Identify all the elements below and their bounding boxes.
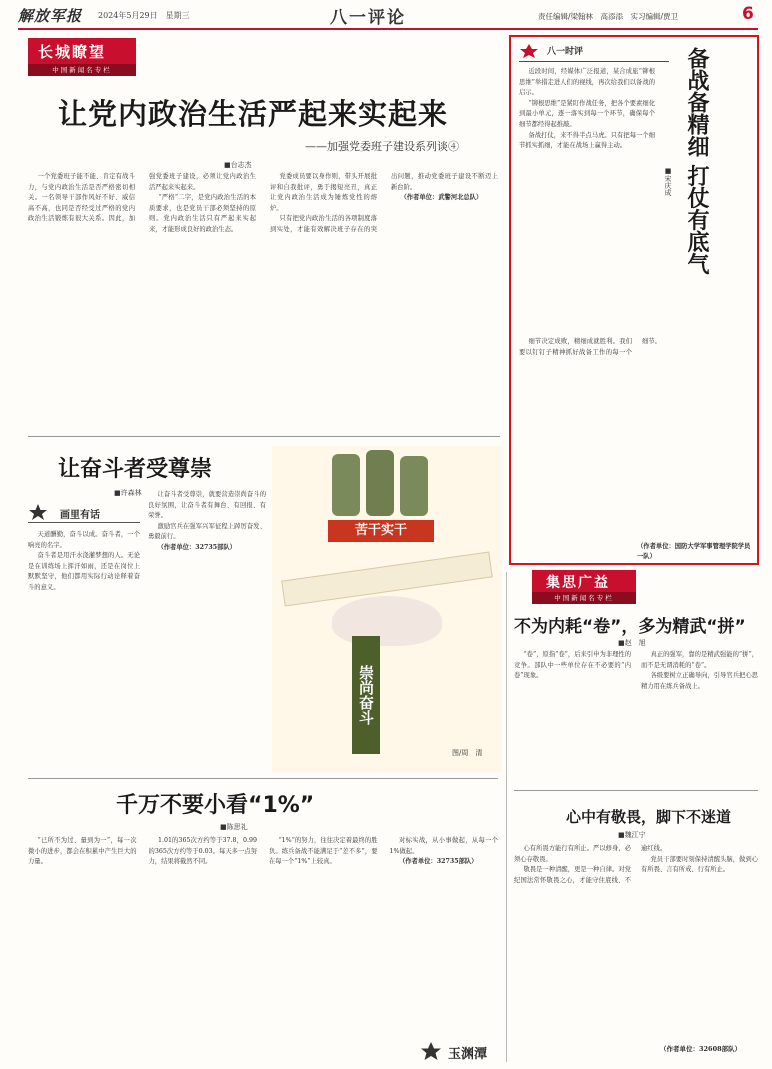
paragraph: 党委成员要以身作则，带头开展批评和自我批评，勇于揭短亮丑，真正让党内政治生活成为锤炼党性的熔炉。: [270, 173, 377, 212]
bajie-banner: 八一时评: [547, 47, 584, 57]
paragraph: 让奋斗者受尊崇，就要营造崇尚奋斗的良好氛围，让奋斗者有舞台、有回报、有荣誉。: [148, 491, 266, 520]
masthead: [0, 0, 772, 30]
bajie-shiping-box: [509, 35, 759, 565]
changcheng-author: ■台志杰: [224, 161, 252, 169]
fendouzhe-body-left: [28, 530, 140, 760]
yuyuan-label: [420, 1040, 510, 1062]
jisi-banner: [532, 570, 636, 604]
paragraph: 奋斗者是用汗水浇灌梦想的人。无论是在训练场上挥汗如雨，还是在岗位上默默坚守，他们都用实际行动诠释着奋斗的意义。: [28, 552, 140, 591]
jisi-headline: 不为内耗“卷”，多为精武“拼”: [514, 617, 746, 637]
divider: [519, 61, 669, 62]
cartoon-credit: 图/周 清: [452, 749, 483, 757]
changcheng-banner-title: 长城瞭望: [38, 43, 107, 61]
bajie-source: （作者单位：国防大学军事管理学院学员一队）: [637, 543, 751, 560]
paragraph: 细节决定成败，精细成就胜利。我们要以钉钉子精神抓好战备工作的每一个细节。: [519, 338, 661, 356]
changcheng-headline: 让党内政治生活严起来实起来: [58, 97, 449, 131]
cartoon-banner: 崇尚奋斗: [352, 636, 380, 754]
soldier-figure: [366, 450, 394, 516]
jisi-banner-title: 集思广益: [546, 575, 610, 591]
yiprocent-author: ■陈思礼: [220, 823, 248, 831]
page-number: 6: [742, 4, 754, 24]
yiprocent-headline: 千万不要小看“1%”: [116, 793, 315, 818]
paragraph: 真正的强军，靠的是精武强能的“拼”，而不是无谓消耗的“卷”。: [641, 651, 758, 669]
paragraph: 党员干部要时刻保持清醒头脑，做到心有所畏、言有所戒、行有所止。: [641, 855, 758, 874]
section-title: 八一评论: [330, 8, 406, 28]
divider: [514, 790, 758, 791]
issue-date: 2024年5月29日 星期三: [98, 11, 190, 20]
paragraph: “卷”，原指“卷”，后来引申为非理性的竞争。部队中一些单位存在不必要的“内卷”现象。: [514, 651, 631, 680]
jisi-body: [514, 650, 758, 760]
top-rule: [18, 28, 758, 30]
paragraph: 备战打仗，来不得半点马虎。只有把每一个细节抓实抓细，才能在战场上赢得主动。: [519, 131, 655, 150]
cartoon-board: 苦干实干: [328, 520, 434, 542]
paragraph: “铆根思维”是紧盯作战任务，把各个要素细化到最小单元，逐一落实到每一个环节，确保每个细节都经得起推敲。: [519, 99, 655, 128]
fendouzhe-headline: 让奋斗者受尊崇: [58, 457, 213, 482]
soldier-figure: [332, 454, 360, 516]
article-source: （作者单位：武警河北总队）: [400, 194, 483, 202]
divider: [506, 572, 507, 1062]
newspaper-logo: 解放军报: [18, 7, 83, 25]
paragraph: “1%”的努力，往往决定着最终的胜负。练兵备战不能满足于“差不多”，要在每一个“1%”上较真。: [269, 837, 378, 866]
jisi-author: ■赵 旭: [618, 639, 646, 647]
article-source: （作者单位：32735部队）: [398, 858, 478, 866]
paragraph: 各级要树立正确导向，引导官兵把心思精力用在练兵备战上。: [641, 672, 758, 690]
paragraph: “严格”二字，是党内政治生活的本质要求，也是党员干部必须坚持的原则。党内政治生活只有严起来实起来，才能形成良好的政治生态。: [149, 194, 256, 233]
paragraph: 敬畏是一种清醒，更是一种自律。对党纪国法常怀敬畏之心，才能守住底线、不逾红线。: [514, 845, 667, 884]
jingwei-source: （作者单位：32608部队）: [660, 1045, 742, 1053]
yuyuan-text: 玉渊潭: [448, 1047, 488, 1062]
paragraph: 只有把党内政治生活的各项制度落到实处，才能有效解决班子存在的突出问题，推动党委班子建设不断迈上新台阶。: [270, 173, 498, 233]
fendouzhe-author: ■许森林: [114, 489, 142, 497]
bajie-headline: 备战备精细 打仗有底气: [684, 47, 709, 275]
changcheng-banner-sub: 中国新闻名专栏: [28, 64, 136, 76]
paragraph: 天道酬勤，奋斗以成。奋斗者，一个响亮的名字。: [28, 531, 140, 549]
star-icon: [420, 1042, 442, 1060]
jisi-banner-sub: 中国新闻名专栏: [532, 592, 636, 604]
divider: [28, 522, 140, 523]
divider: [28, 778, 498, 779]
yiprocent-body: [28, 836, 498, 1062]
changcheng-banner: [28, 38, 136, 76]
huali-youhua-label: [28, 504, 120, 520]
fendouzhe-body-right: [148, 490, 266, 760]
jingwei-author: ■魏江宁: [618, 831, 646, 839]
divider: [28, 436, 500, 437]
paragraph: 近段时间，经媒体广泛报道，某合成旅“铆根思维”举措走进人们的视线，再次给我们以备战的启示。: [519, 68, 655, 97]
jingwei-body: [514, 844, 758, 1040]
soldier-figure: [400, 456, 428, 516]
star-icon: [28, 504, 48, 520]
star-icon: [517, 44, 541, 58]
cartoon-illustration: [272, 446, 502, 772]
paragraph: 一个党委班子能不能、肯定有战斗力，与党内政治生活是否严格密切相关。一名领导干部作风好不好、威信高不高，也同是否经受过严格的党内政治生活锻炼有很大关系。因此，加强党委班子建设，必须让党内政治生活严起来实起来。: [28, 173, 256, 223]
changcheng-body: [28, 172, 498, 422]
cartoon-hand: [332, 596, 442, 646]
bajie-body-bottom: [519, 337, 755, 537]
changcheng-subheadline: ——加强党委班子建设系列谈④: [305, 140, 459, 153]
paragraph: “已所不为过、量到为一”，每一次微小的进步，都会在积累中产生巨大的力量。: [28, 837, 137, 866]
article-source: （作者单位：32735部队）: [157, 543, 237, 551]
huali-youhua-text: 画里有话: [60, 510, 100, 521]
editors-line: 责任编辑/梁翰林 高添添 实习编辑/贾卫: [538, 12, 679, 21]
paragraph: 心有所畏方能行有所止。严以修身，必须心存敬畏。: [514, 845, 631, 863]
bajie-author: ■宋庆成: [664, 167, 672, 196]
jingwei-headline: 心中有敬畏，脚下不迷道: [566, 808, 732, 826]
paragraph: 对标实战，从小事做起，从每一个1%做起。: [389, 837, 498, 855]
paragraph: 激励官兵在强军兴军征程上踔厉奋发、勇毅前行。: [148, 522, 266, 541]
paragraph: 1.01的365次方约等于37.8，0.99的365次方约等于0.03。每天多一点努力，结果将截然不同。: [148, 837, 257, 866]
